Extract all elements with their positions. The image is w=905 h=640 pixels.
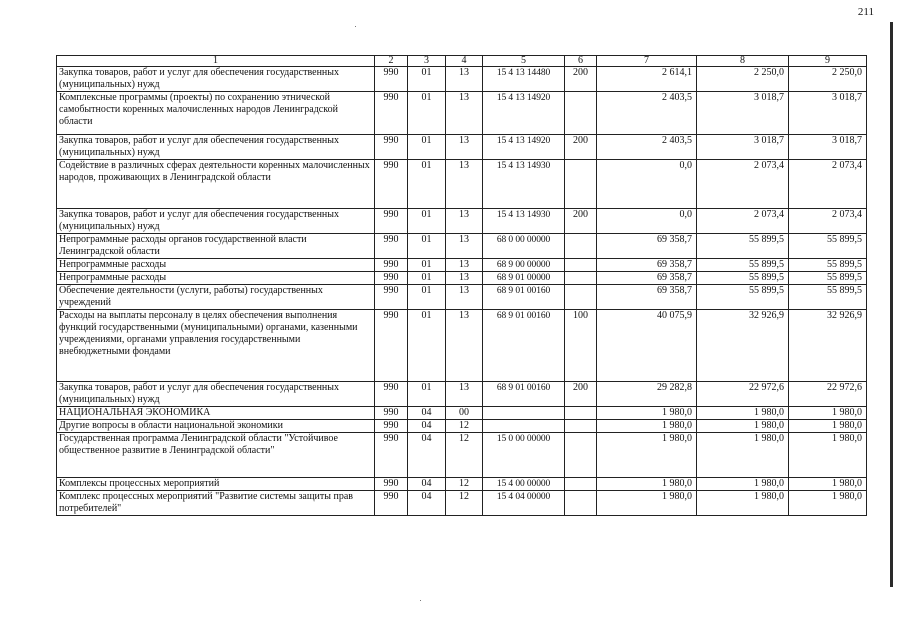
target-article-cell xyxy=(483,407,565,420)
table-row xyxy=(57,407,867,420)
amount-year2-cell: 55 899,5 xyxy=(697,234,789,259)
table-row xyxy=(57,259,867,272)
expense-type-cell: 200 xyxy=(565,382,597,407)
subsection-code-cell: 13 xyxy=(446,272,483,285)
amount-year1-cell: 1 980,0 xyxy=(597,420,697,433)
ministry-code-cell: 990 xyxy=(375,382,408,407)
section-code-cell: 01 xyxy=(408,92,446,135)
expense-type-cell xyxy=(565,491,597,516)
section-code-cell: 01 xyxy=(408,160,446,209)
amount-year2-cell: 2 073,4 xyxy=(697,160,789,209)
amount-year3-cell: 32 926,9 xyxy=(789,310,867,382)
table-row xyxy=(57,135,867,160)
description-cell: Закупка товаров, работ и услуг для обеспечения государственных (муниципальных) нужд xyxy=(57,135,375,160)
target-article-cell: 15 4 00 00000 xyxy=(483,478,565,491)
section-code-cell: 04 xyxy=(408,407,446,420)
target-article-cell: 15 4 13 14480 xyxy=(483,67,565,92)
table-row xyxy=(57,234,867,259)
section-code-cell: 01 xyxy=(408,209,446,234)
header-cell: 6 xyxy=(565,56,597,67)
subsection-code-cell: 13 xyxy=(446,92,483,135)
header-cell: 8 xyxy=(697,56,789,67)
ministry-code-cell: 990 xyxy=(375,310,408,382)
table-row xyxy=(57,285,867,310)
subsection-code-cell: 13 xyxy=(446,234,483,259)
target-article-cell: 15 4 13 14920 xyxy=(483,135,565,160)
amount-year1-cell: 0,0 xyxy=(597,160,697,209)
expense-type-cell: 200 xyxy=(565,67,597,92)
section-code-cell: 01 xyxy=(408,67,446,92)
section-code-cell: 04 xyxy=(408,433,446,478)
description-cell: Содействие в различных сферах деятельности коренных малочисленных народов, проживающих в Ленинградской области xyxy=(57,160,375,209)
expense-type-cell xyxy=(565,478,597,491)
expense-type-cell xyxy=(565,420,597,433)
description-cell: Непрограммные расходы xyxy=(57,272,375,285)
description-cell: Государственная программа Ленинградской области "Устойчивое общественное развитие в Ленинградской области" xyxy=(57,433,375,478)
ministry-code-cell: 990 xyxy=(375,433,408,478)
header-cell: 2 xyxy=(375,56,408,67)
expense-type-cell xyxy=(565,234,597,259)
table-row xyxy=(57,67,867,92)
amount-year1-cell: 2 614,1 xyxy=(597,67,697,92)
target-article-cell: 68 9 01 00160 xyxy=(483,285,565,310)
amount-year2-cell: 55 899,5 xyxy=(697,259,789,272)
amount-year1-cell: 69 358,7 xyxy=(597,272,697,285)
target-article-cell: 15 4 13 14930 xyxy=(483,160,565,209)
page-number: 211 xyxy=(857,6,874,18)
amount-year1-cell: 2 403,5 xyxy=(597,135,697,160)
subsection-code-cell: 13 xyxy=(446,160,483,209)
subsection-code-cell: 12 xyxy=(446,420,483,433)
amount-year1-cell: 29 282,8 xyxy=(597,382,697,407)
amount-year1-cell: 40 075,9 xyxy=(597,310,697,382)
scan-edge-bar xyxy=(890,22,893,587)
description-cell: Расходы на выплаты персоналу в целях обеспечения выполнения функций государственными (муниципальными) органами, казенными учреждениями, органами управления государственными внебюджетными фондами xyxy=(57,310,375,382)
ministry-code-cell: 990 xyxy=(375,67,408,92)
amount-year2-cell: 55 899,5 xyxy=(697,285,789,310)
section-code-cell: 01 xyxy=(408,272,446,285)
amount-year3-cell: 1 980,0 xyxy=(789,491,867,516)
amount-year2-cell: 3 018,7 xyxy=(697,92,789,135)
target-article-cell: 68 9 01 00160 xyxy=(483,310,565,382)
amount-year3-cell: 55 899,5 xyxy=(789,285,867,310)
budget-table xyxy=(56,55,867,516)
amount-year3-cell: 1 980,0 xyxy=(789,407,867,420)
amount-year3-cell: 55 899,5 xyxy=(789,259,867,272)
amount-year2-cell: 2 250,0 xyxy=(697,67,789,92)
table-row xyxy=(57,310,867,382)
target-article-cell xyxy=(483,420,565,433)
subsection-code-cell: 12 xyxy=(446,433,483,478)
ministry-code-cell: 990 xyxy=(375,92,408,135)
ministry-code-cell: 990 xyxy=(375,420,408,433)
amount-year2-cell: 3 018,7 xyxy=(697,135,789,160)
table-row xyxy=(57,433,867,478)
description-cell: Закупка товаров, работ и услуг для обеспечения государственных (муниципальных) нужд xyxy=(57,382,375,407)
amount-year2-cell: 22 972,6 xyxy=(697,382,789,407)
target-article-cell: 15 0 00 00000 xyxy=(483,433,565,478)
subsection-code-cell: 13 xyxy=(446,67,483,92)
ministry-code-cell: 990 xyxy=(375,272,408,285)
section-code-cell: 04 xyxy=(408,491,446,516)
expense-type-cell xyxy=(565,407,597,420)
ministry-code-cell: 990 xyxy=(375,491,408,516)
amount-year2-cell: 1 980,0 xyxy=(697,433,789,478)
amount-year1-cell: 1 980,0 xyxy=(597,478,697,491)
target-article-cell: 15 4 04 00000 xyxy=(483,491,565,516)
table-body xyxy=(57,56,867,516)
description-cell: Закупка товаров, работ и услуг для обеспечения государственных (муниципальных) нужд xyxy=(57,209,375,234)
target-article-cell: 15 4 13 14930 xyxy=(483,209,565,234)
amount-year2-cell: 1 980,0 xyxy=(697,420,789,433)
description-cell: Другие вопросы в области национальной экономики xyxy=(57,420,375,433)
subsection-code-cell: 13 xyxy=(446,310,483,382)
ministry-code-cell: 990 xyxy=(375,234,408,259)
table-row xyxy=(57,491,867,516)
subsection-code-cell: 13 xyxy=(446,382,483,407)
header-cell: 4 xyxy=(446,56,483,67)
header-cell: 1 xyxy=(57,56,375,67)
target-article-cell: 68 9 00 00000 xyxy=(483,259,565,272)
table-row xyxy=(57,160,867,209)
expense-type-cell: 100 xyxy=(565,310,597,382)
header-row xyxy=(57,56,867,67)
table-row xyxy=(57,478,867,491)
amount-year1-cell: 69 358,7 xyxy=(597,285,697,310)
expense-type-cell: 200 xyxy=(565,209,597,234)
table-row xyxy=(57,209,867,234)
section-code-cell: 01 xyxy=(408,382,446,407)
description-cell: Непрограммные расходы органов государственной власти Ленинградской области xyxy=(57,234,375,259)
header-cell: 7 xyxy=(597,56,697,67)
section-code-cell: 04 xyxy=(408,478,446,491)
subsection-code-cell: 13 xyxy=(446,209,483,234)
header-cell: 9 xyxy=(789,56,867,67)
amount-year3-cell: 1 980,0 xyxy=(789,420,867,433)
amount-year3-cell: 55 899,5 xyxy=(789,272,867,285)
section-code-cell: 01 xyxy=(408,135,446,160)
expense-type-cell xyxy=(565,285,597,310)
amount-year2-cell: 55 899,5 xyxy=(697,272,789,285)
amount-year2-cell: 1 980,0 xyxy=(697,491,789,516)
section-code-cell: 01 xyxy=(408,285,446,310)
amount-year3-cell: 3 018,7 xyxy=(789,135,867,160)
expense-type-cell xyxy=(565,160,597,209)
amount-year3-cell: 2 073,4 xyxy=(789,160,867,209)
subsection-code-cell: 13 xyxy=(446,135,483,160)
header-cell: 3 xyxy=(408,56,446,67)
scan-speck xyxy=(420,600,421,601)
amount-year3-cell: 1 980,0 xyxy=(789,433,867,478)
expense-type-cell xyxy=(565,92,597,135)
description-cell: Комплексы процессных мероприятий xyxy=(57,478,375,491)
section-code-cell: 01 xyxy=(408,259,446,272)
subsection-code-cell: 12 xyxy=(446,478,483,491)
amount-year1-cell: 69 358,7 xyxy=(597,259,697,272)
description-cell: Закупка товаров, работ и услуг для обеспечения государственных (муниципальных) нужд xyxy=(57,67,375,92)
section-code-cell: 01 xyxy=(408,310,446,382)
amount-year2-cell: 1 980,0 xyxy=(697,478,789,491)
amount-year3-cell: 3 018,7 xyxy=(789,92,867,135)
table-row xyxy=(57,272,867,285)
amount-year3-cell: 2 250,0 xyxy=(789,67,867,92)
table-row xyxy=(57,382,867,407)
target-article-cell: 15 4 13 14920 xyxy=(483,92,565,135)
subsection-code-cell: 12 xyxy=(446,491,483,516)
header-cell: 5 xyxy=(483,56,565,67)
amount-year1-cell: 2 403,5 xyxy=(597,92,697,135)
expense-type-cell xyxy=(565,259,597,272)
description-cell: Обеспечение деятельности (услуги, работы) государственных учреждений xyxy=(57,285,375,310)
ministry-code-cell: 990 xyxy=(375,135,408,160)
target-article-cell: 68 9 01 00160 xyxy=(483,382,565,407)
expense-type-cell xyxy=(565,433,597,478)
amount-year2-cell: 32 926,9 xyxy=(697,310,789,382)
ministry-code-cell: 990 xyxy=(375,478,408,491)
amount-year1-cell: 1 980,0 xyxy=(597,491,697,516)
table-row xyxy=(57,420,867,433)
description-cell: Непрограммные расходы xyxy=(57,259,375,272)
amount-year3-cell: 2 073,4 xyxy=(789,209,867,234)
description-cell: Комплексные программы (проекты) по сохранению этнической самобытности коренных малочисленных народов Ленинградской области xyxy=(57,92,375,135)
ministry-code-cell: 990 xyxy=(375,285,408,310)
amount-year3-cell: 22 972,6 xyxy=(789,382,867,407)
scan-speck xyxy=(355,26,356,27)
target-article-cell: 68 0 00 00000 xyxy=(483,234,565,259)
ministry-code-cell: 990 xyxy=(375,259,408,272)
ministry-code-cell: 990 xyxy=(375,209,408,234)
subsection-code-cell: 13 xyxy=(446,259,483,272)
subsection-code-cell: 00 xyxy=(446,407,483,420)
amount-year2-cell: 2 073,4 xyxy=(697,209,789,234)
section-code-cell: 01 xyxy=(408,234,446,259)
amount-year1-cell: 1 980,0 xyxy=(597,433,697,478)
target-article-cell: 68 9 01 00000 xyxy=(483,272,565,285)
description-cell: Комплекс процессных мероприятий "Развитие системы защиты прав потребителей" xyxy=(57,491,375,516)
subsection-code-cell: 13 xyxy=(446,285,483,310)
section-code-cell: 04 xyxy=(408,420,446,433)
expense-type-cell xyxy=(565,272,597,285)
ministry-code-cell: 990 xyxy=(375,160,408,209)
table-row xyxy=(57,92,867,135)
amount-year1-cell: 69 358,7 xyxy=(597,234,697,259)
amount-year1-cell: 0,0 xyxy=(597,209,697,234)
amount-year2-cell: 1 980,0 xyxy=(697,407,789,420)
ministry-code-cell: 990 xyxy=(375,407,408,420)
amount-year3-cell: 55 899,5 xyxy=(789,234,867,259)
amount-year3-cell: 1 980,0 xyxy=(789,478,867,491)
description-cell: НАЦИОНАЛЬНАЯ ЭКОНОМИКА xyxy=(57,407,375,420)
expense-type-cell: 200 xyxy=(565,135,597,160)
amount-year1-cell: 1 980,0 xyxy=(597,407,697,420)
